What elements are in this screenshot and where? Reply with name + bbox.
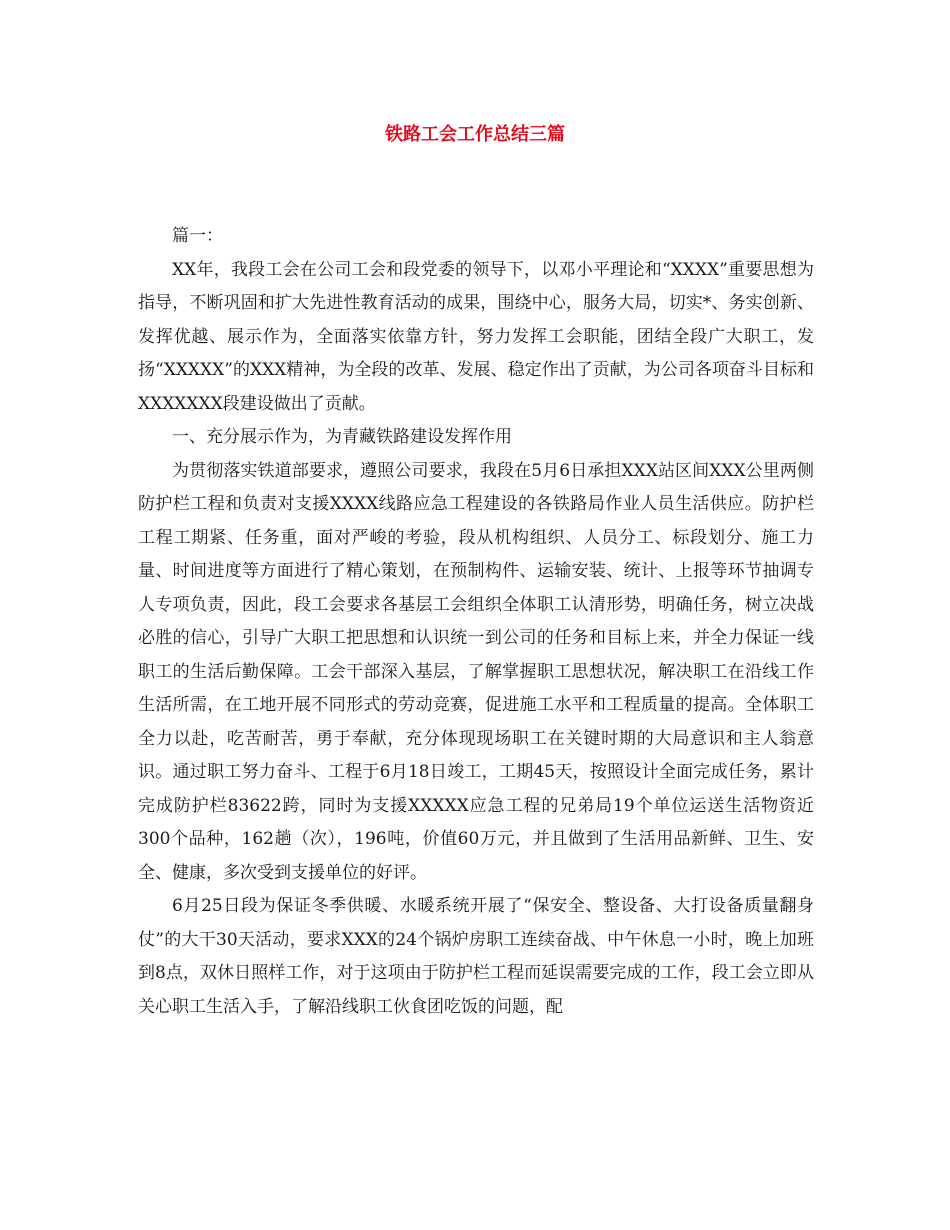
body-paragraph: 6月25日段为保证冬季供暖、水暖系统开展了“保安全、整设备、大打设备质量翻身仗”的大干30天活动，要求XXX的24个锅炉房职工连续奋战、中午休息一小时，晚上加班到8点，双休日照样工作，对于这项由于防护栏工程而延误需要完成的工作，段工会立即从关心职工生活入手，了解沿线职工伙食团吃饭的问题，配 (138, 896, 814, 1017)
section-label: 篇一： (172, 226, 223, 246)
section-heading: 一、充分展示作为，为青藏铁路建设发挥作用 (172, 427, 512, 447)
document-title: 铁路工会工作总结三篇 (385, 124, 565, 145)
intro-paragraph: XX年，我段工会在公司工会和段党委的领导下，以邓小平理论和“XXXX”重要思想为指导，不断巩固和扩大先进性教育活动的成果，围绕中心，服务大局，切实*、务实创新、发挥优越、展示作为，全面落实依靠方针，努力发挥工会职能，团结全段广大职工，发扬“XXXXX”的XXX精神，为全段的改革、发展、稳定作出了贡献，为公司各项奋斗目标和XXXXXXX段建设做出了贡献。 (138, 259, 814, 414)
body-paragraph: 为贯彻落实铁道部要求，遵照公司要求，我段在5月6日承担XXX站区间XXX公里两侧防护栏工程和负责对支援XXXX线路应急工程建设的各铁路局作业人员生活供应。防护栏工程工期紧、任务重，面对严峻的考验，段从机构组织、人员分工、标段划分、施工力量、时间进度等方面进行了精心策划，在预制构件、运输安装、统计、上报等环节抽调专人专项负责，因此，段工会要求各基层工会组织全体职工认清形势，明确任务，树立决战必胜的信心，引导广大职工把思想和认识统一到公司的任务和目标上来，并全力保证一线职工的生活后勤保障。工会干部深入基层，了解掌握职工思想状况，解决职工在沿线工作生活所需，在工地开展不同形式的劳动竞赛，促进施工水平和工程质量的提高。全体职工全力以赴，吃苦耐苦，勇于奉献，充分体现现场职工在关键时期的大局意识和主人翁意识。通过职工努力奋斗、工程于6月18日竣工，工期45天，按照设计全面完成任务，累计完成防护栏83622跨，同时为支援XXXXX应急工程的兄弟局19个单位运送生活物资近300个品种，162趟（次），196吨，价值60万元，并且做到了生活用品新鲜、卫生、安全、健康，多次受到支援单位的好评。 (138, 460, 814, 883)
document-body (138, 220, 814, 1024)
